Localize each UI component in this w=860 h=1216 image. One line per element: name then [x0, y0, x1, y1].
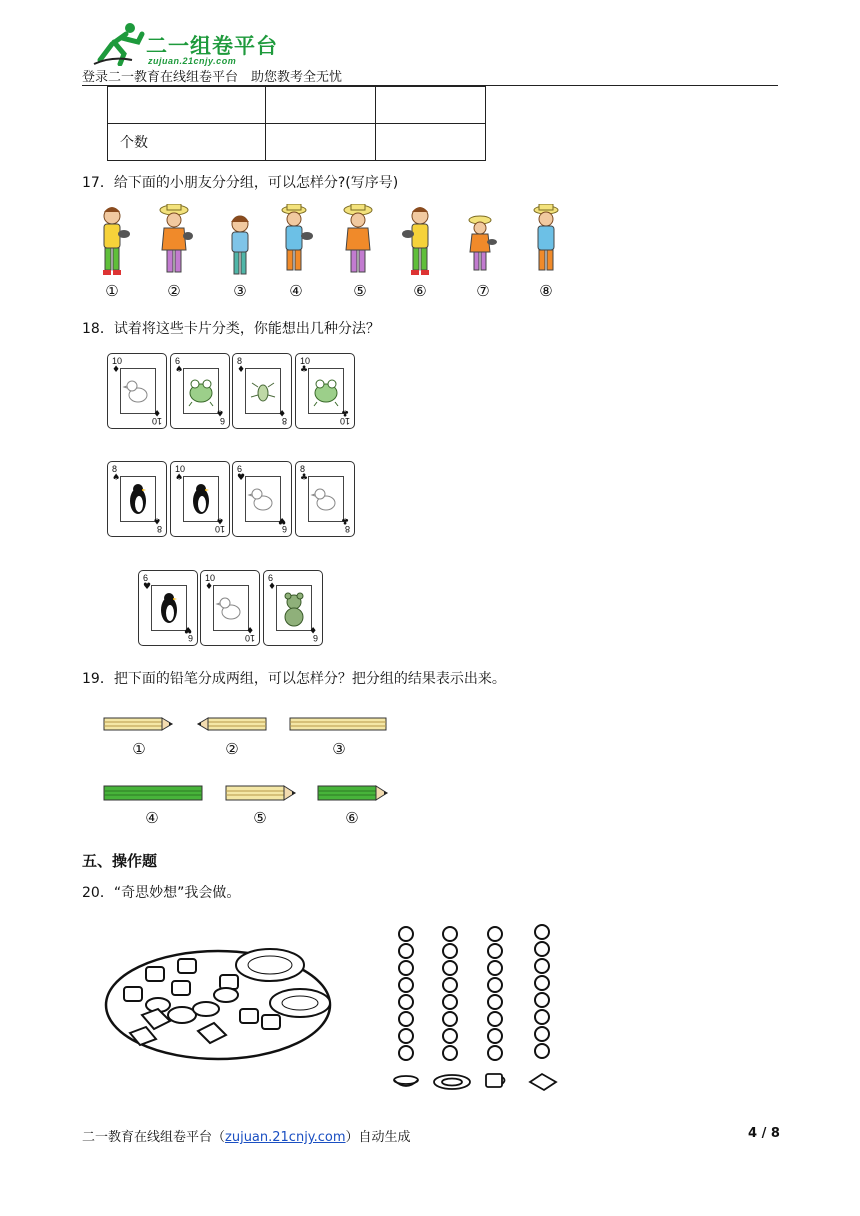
pencil-label-2: ②: [225, 740, 239, 758]
pencil-label-5: ⑤: [253, 809, 267, 827]
pencil-label-1: ①: [132, 740, 146, 758]
card-suit-icon: ♦: [237, 365, 246, 375]
pencil-label-4: ④: [145, 809, 159, 827]
page-number: 4 / 8: [748, 1126, 780, 1141]
child-label-7: ⑦: [476, 282, 490, 300]
card-suit-icon: ♥: [143, 582, 152, 592]
card-number: 8: [237, 356, 243, 366]
card-number: 8: [300, 464, 306, 474]
card-suit-icon: ♦: [308, 624, 317, 634]
playing-card: [170, 461, 230, 537]
card-number: 10: [300, 356, 311, 366]
playing-card: [263, 570, 323, 646]
card-suit-icon: ♠: [175, 473, 184, 483]
card-suit-icon: ♦: [152, 407, 161, 417]
card-suit-icon: ♠: [112, 473, 121, 483]
footer-text: [82, 1126, 411, 1145]
child-label-6: ⑥: [413, 282, 427, 300]
card-frog-picture: [183, 368, 219, 414]
card-suit-icon: ♠: [215, 515, 224, 525]
card-number: 10: [244, 633, 255, 643]
card-number: 6: [187, 633, 193, 643]
playing-card: [107, 461, 167, 537]
table-cell: [266, 87, 376, 124]
card-number: 6: [281, 524, 287, 534]
card-suit-icon: ♠: [175, 365, 184, 375]
card-penguin-picture: [183, 476, 219, 522]
question-19-text: 19．把下面的铅笔分成两组，可以怎样分？把分组的结果表示出来。: [82, 671, 506, 687]
footer-link[interactable]: zujuan.21cnjy.com: [225, 1130, 346, 1145]
tableware-tray-illustration: [100, 935, 340, 1085]
playing-card: [232, 461, 292, 537]
question-18-text: 18．试着将这些卡片分类，你能想出几种分法？: [82, 321, 380, 337]
table-cell: [266, 124, 376, 161]
header-slogan: 登录二一教育在线组卷平台 助您教考全无忧: [82, 70, 343, 85]
playing-card: [138, 570, 198, 646]
card-suit-icon: ♣: [340, 515, 349, 525]
pencil-1: [104, 718, 173, 730]
card-bear-picture: [276, 585, 312, 631]
card-suit-icon: ♠: [152, 515, 161, 525]
card-number: 10: [175, 464, 186, 474]
counting-circles-figure: [388, 922, 588, 1098]
question-17-text: 17．给下面的小朋友分分组，可以怎样分?(写序号): [82, 175, 399, 191]
child-label-1: ①: [105, 282, 119, 300]
card-suit-icon: ♠: [215, 407, 224, 417]
table-row: [108, 87, 486, 124]
children-illustration: [94, 204, 564, 282]
question-20-text: 20．“奇思妙想”我会做。: [82, 885, 241, 901]
card-number: 6: [268, 573, 274, 583]
card-chick-picture: [245, 476, 281, 522]
card-number: 8: [344, 524, 350, 534]
playing-card: [232, 353, 292, 429]
playing-card: [295, 461, 355, 537]
pencil-label-3: ③: [332, 740, 346, 758]
card-number: 10: [151, 416, 162, 426]
table-row: [108, 124, 486, 161]
logo-text: 二一组卷平台: [146, 34, 278, 58]
card-suit-icon: ♣: [300, 365, 309, 375]
children-figure: [94, 204, 564, 304]
card-number: 10: [112, 356, 123, 366]
card-chick-picture: [120, 368, 156, 414]
footer-prefix: 二一教育在线组卷平台（: [82, 1130, 226, 1145]
pencil-4: [104, 786, 202, 800]
card-number: 6: [143, 573, 149, 583]
card-number: 8: [281, 416, 287, 426]
card-suit-icon: ♦: [245, 624, 254, 634]
card-number: 10: [339, 416, 350, 426]
footer-suffix: ）自动生成: [345, 1130, 411, 1145]
playing-card: [170, 353, 230, 429]
card-number: 6: [312, 633, 318, 643]
card-chick-picture: [213, 585, 249, 631]
card-number: 6: [175, 356, 181, 366]
card-chick-picture: [308, 476, 344, 522]
card-suit-icon: ♣: [300, 473, 309, 483]
count-table: [107, 86, 486, 161]
card-number: 10: [214, 524, 225, 534]
card-suit-icon: ♦: [268, 582, 277, 592]
pencil-label-6: ⑥: [345, 809, 359, 827]
card-suit-icon: ♦: [205, 582, 214, 592]
card-suit-icon: ♦: [277, 407, 286, 417]
card-suit-icon: ♥: [183, 624, 192, 634]
table-cell: [376, 124, 486, 161]
logo-runner-icon: [92, 20, 150, 66]
playing-card: [200, 570, 260, 646]
card-number: 10: [205, 573, 216, 583]
logo-subtitle: zujuan.21cnjy.com: [148, 56, 237, 66]
card-number: 6: [219, 416, 225, 426]
card-suit-icon: ♣: [340, 407, 349, 417]
playing-card: [295, 353, 355, 429]
pencil-5: [226, 786, 296, 800]
pencil-2: [197, 718, 266, 730]
card-frog-picture: [308, 368, 344, 414]
playing-card: [107, 353, 167, 429]
pencil-6: [318, 786, 388, 800]
card-suit-icon: ♥: [237, 473, 246, 483]
table-cell: [376, 87, 486, 124]
pencil-3: [290, 718, 386, 730]
card-number: 8: [112, 464, 118, 474]
child-label-2: ②: [167, 282, 181, 300]
child-label-5: ⑤: [353, 282, 367, 300]
child-label-4: ④: [289, 282, 303, 300]
pencils-row-2: [100, 782, 400, 810]
card-bug-picture: [245, 368, 281, 414]
child-label-8: ⑧: [539, 282, 553, 300]
section-title: 五、操作题: [82, 852, 158, 870]
card-suit-icon: ♦: [112, 365, 121, 375]
card-penguin-picture: [120, 476, 156, 522]
card-number: 8: [156, 524, 162, 534]
child-label-3: ③: [233, 282, 247, 300]
table-cell-label: 个数: [108, 124, 266, 161]
card-penguin-picture: [151, 585, 187, 631]
card-number: 6: [237, 464, 243, 474]
card-suit-icon: ♥: [277, 515, 286, 525]
table-cell: [108, 87, 266, 124]
